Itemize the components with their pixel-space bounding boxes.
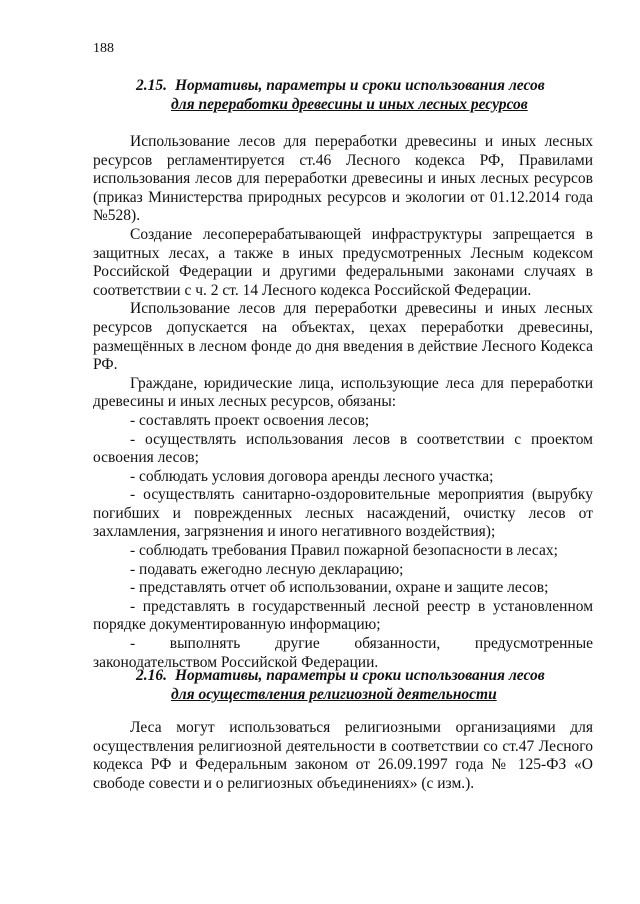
list-item: - составлять проект освоения лесов; [130, 411, 370, 429]
section-2-16-title-line2: для осуществления религиозной деятельности [171, 685, 497, 703]
section-2-15-number: 2.15. [136, 77, 167, 94]
page-number: 188 [93, 41, 114, 56]
list-item: - соблюдать требования Правил пожарной безопасности в лесах; [130, 542, 558, 560]
paragraph: Леса могут использоваться религиозными организациями для осуществления религиозной деятельности в соответствии со ст.47 Лесного кодекса РФ и Федеральным законом от 26.09.1997 года № 125-ФЗ «О свободе совести и о религиозных объединениях» (с изм.). [93, 719, 593, 792]
paragraph: Использование лесов для переработки древесины и иных лесных ресурсов допускается на объектах, цехах переработки древесины, размещённых в лесном фонде до дня введения в действие Лесного Кодекса РФ. [93, 300, 593, 374]
section-2-15-title-line2: для переработки древесины и иных лесных ресурсов [171, 95, 528, 113]
section-2-16-title-line1 [93, 667, 593, 686]
paragraph: Создание лесоперерабатывающей инфраструктуры запрещается в защитных лесах, а также в иных предусмотренных Лесным кодексом Российской Федерации и другими федеральными законами случаях в соответствии с ч. 2 ст. 14 Лесного кодекса Российской Федерации. [93, 225, 593, 299]
list-item: - представлять отчет об использовании, охране и защите лесов; [130, 579, 549, 597]
list-item: - осуществлять санитарно-оздоровительные мероприятия (вырубку погибших и поврежденных лесных насаждений, очистку лесов от захламления, загрязнения и иного негативного воздействия); [93, 486, 593, 541]
section-2-16-title-text: Нормативы, параметры и сроки использования лесов [175, 667, 545, 684]
section-2-15-title-text: Нормативы, параметры и сроки использования лесов [175, 77, 545, 94]
list-item: - представлять в государственный лесной реестр в установленном порядке документированную информацию; [93, 597, 593, 634]
list-item: - подавать ежегодно лесную декларацию; [130, 560, 404, 578]
section-2-16-number: 2.16. [136, 667, 167, 684]
section-2-16-title [93, 667, 593, 704]
list-item: - осуществлять использования лесов в соответствии с проектом освоения лесов; [93, 430, 593, 467]
paragraph: Использование лесов для переработки древесины и иных лесных ресурсов регламентируется ст.46 Лесного кодекса РФ, Правилами использования лесов для переработки древесины и иных лесных ресурсов (приказ Министерства природных ресурсов и экологии от 01.12.2014 года №528). [93, 133, 593, 225]
list-item: - соблюдать условия договора аренды лесного участка; [130, 467, 494, 485]
section-2-16-body [93, 719, 593, 793]
section-2-15-body [93, 133, 593, 672]
paragraph: Граждане, юридические лица, использующие леса для переработки древесины и иных лесных ресурсов, обязаны: [93, 374, 593, 411]
list-item: - выполнять другие обязанности, предусмотренные законодательством Российской Федерации. [93, 635, 593, 671]
section-2-15-title [93, 77, 593, 114]
section-2-15-title-line1 [93, 77, 593, 96]
